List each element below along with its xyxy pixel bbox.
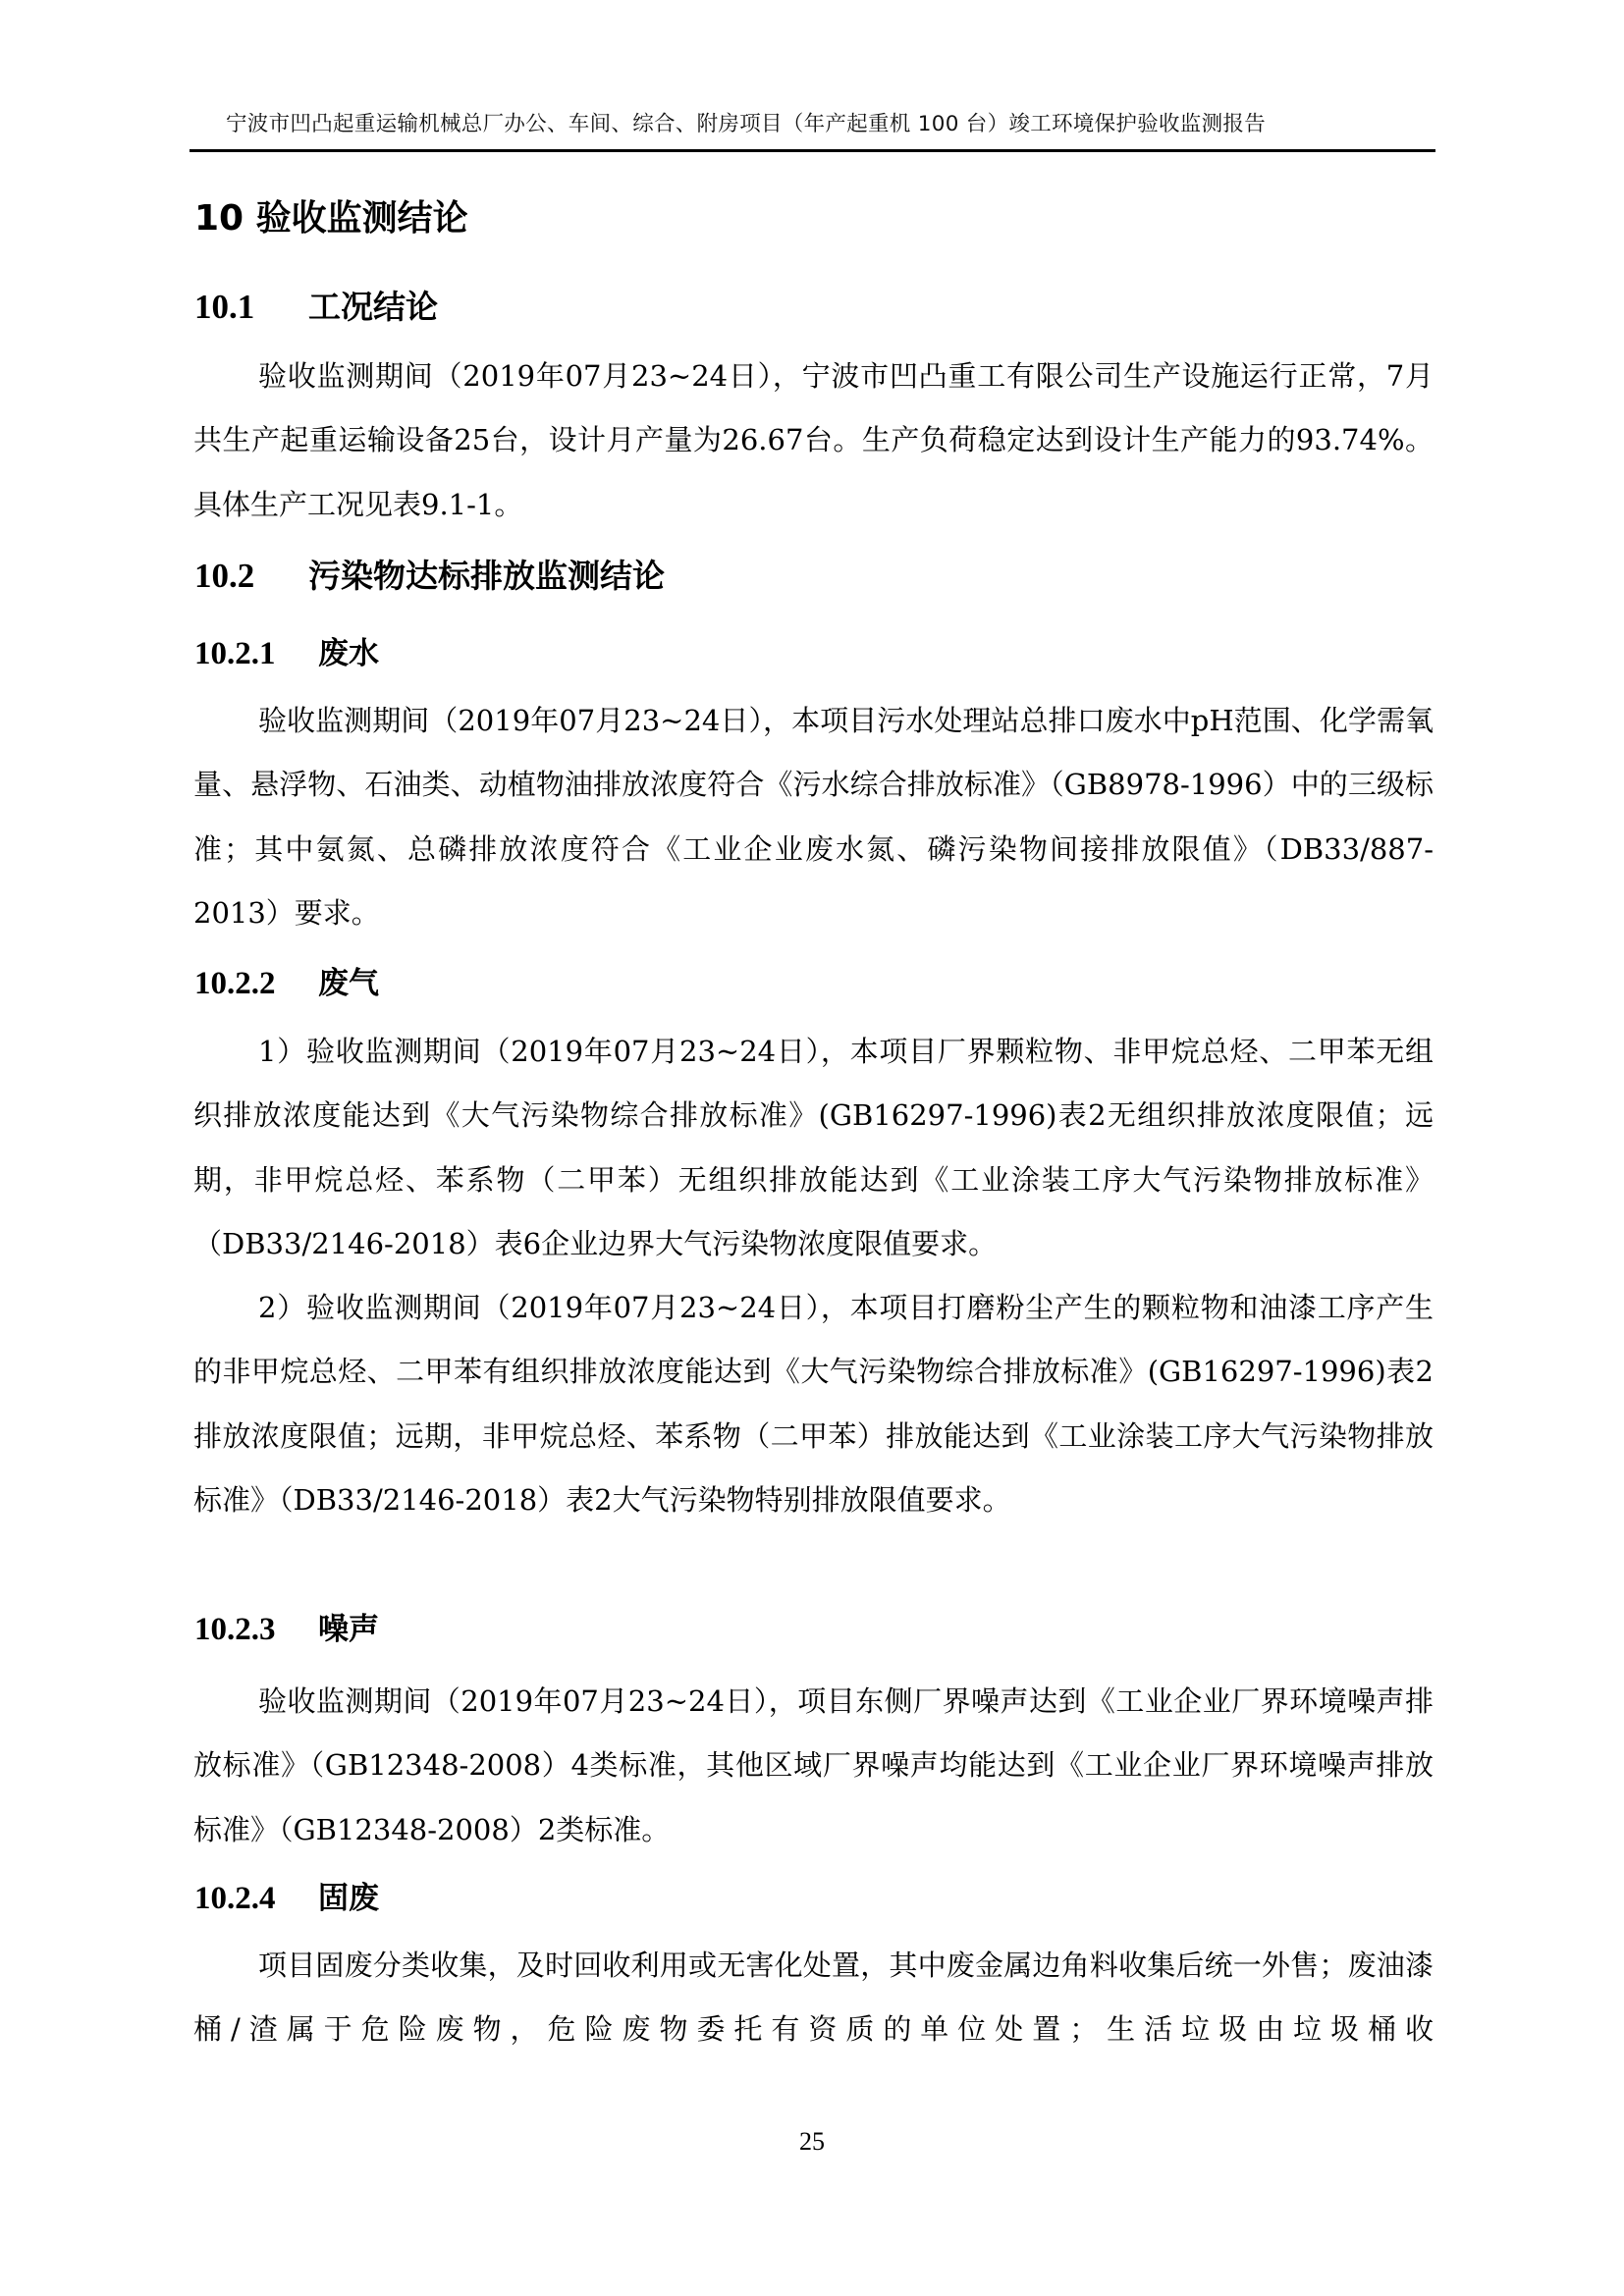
running-header <box>189 110 1435 153</box>
subsection-number: 10.2.1 <box>194 636 276 671</box>
page-number: 25 <box>799 2127 825 2156</box>
subsection-title: 废水 <box>318 636 379 671</box>
subsection-number: 10.2.4 <box>194 1881 276 1916</box>
chapter-title: 10 验收监测结论 <box>194 198 468 239</box>
section-heading-10-2 <box>194 554 665 599</box>
running-header-title: 宁波市凹凸起重运输机械总厂办公、车间、综合、附房项目（年产起重机 100 台）竣工环境保护验收监测报告 <box>226 112 1267 136</box>
section-number: 10.2 <box>194 557 255 595</box>
subsection-title: 废气 <box>318 966 379 1001</box>
section-title: 工况结论 <box>308 288 438 326</box>
section-number: 10.1 <box>194 288 255 326</box>
subsection-heading-10-2-1 <box>194 632 379 675</box>
paragraph-exhaust-gas-2: 2）验收监测期间（2019年07月23~24日），本项目打磨粉尘产生的颗粒物和油漆工序产生的非甲烷总烃、二甲苯有组织排放浓度能达到《大气污染物综合排放标准》(GB16297-1996)表2排放浓度限值；远期，非甲烷总烃、苯系物（二甲苯）排放能达到《工业涂装工序大气污染物排放标准》（DB33/2146-2018）表2大气污染物特别排放限值要求。 <box>193 1291 1434 1517</box>
section-heading-10-1 <box>194 285 438 330</box>
subsection-title: 噪声 <box>318 1612 379 1647</box>
subsection-number: 10.2.2 <box>194 966 276 1001</box>
section-title: 污染物达标排放监测结论 <box>308 557 665 595</box>
paragraph-noise: 验收监测期间（2019年07月23~24日），项目东侧厂界噪声达到《工业企业厂界环境噪声排放标准》（GB12348-2008）4类标准，其他区域厂界噪声均能达到《工业企业厂界环境噪声排放标准》（GB12348-2008）2类标准。 <box>193 1684 1434 1846</box>
subsection-title: 固废 <box>318 1881 379 1916</box>
paragraph-wastewater: 验收监测期间（2019年07月23~24日），本项目污水处理站总排口废水中pH范围、化学需氧量、悬浮物、石油类、动植物油排放浓度符合《污水综合排放标准》（GB8978-1996）中的三级标准；其中氨氮、总磷排放浓度符合《工业企业废水氮、磷污染物间接排放限值》（DB33/887-2013）要求。 <box>193 704 1434 930</box>
subsection-heading-10-2-3 <box>194 1608 379 1651</box>
subsection-heading-10-2-2 <box>194 962 379 1005</box>
paragraph-operating-conditions: 验收监测期间（2019年07月23~24日），宁波市凹凸重工有限公司生产设施运行正常，7月共生产起重运输设备25台，设计月产量为26.67台。生产负荷稳定达到设计生产能力的93.74%。具体生产工况见表9.1-1。 <box>193 359 1434 521</box>
subsection-number: 10.2.3 <box>194 1612 276 1647</box>
paragraph-solid-waste: 项目固废分类收集，及时回收利用或无害化处置，其中废金属边角料收集后统一外售；废油漆桶/渣属于危险废物，危险废物委托有资质的单位处置；生活垃圾由垃圾桶收 <box>193 1949 1434 2047</box>
subsection-heading-10-2-4 <box>194 1877 379 1920</box>
header-rule <box>189 149 1435 152</box>
paragraph-exhaust-gas-1: 1）验收监测期间（2019年07月23~24日），本项目厂界颗粒物、非甲烷总烃、二甲苯无组织排放浓度能达到《大气污染物综合排放标准》(GB16297-1996)表2无组织排放浓度限值；远期，非甲烷总烃、苯系物（二甲苯）无组织排放能达到《工业涂装工序大气污染物排放标准》（DB33/2146-2018）表6企业边界大气污染物浓度限值要求。 <box>193 1035 1434 1260</box>
